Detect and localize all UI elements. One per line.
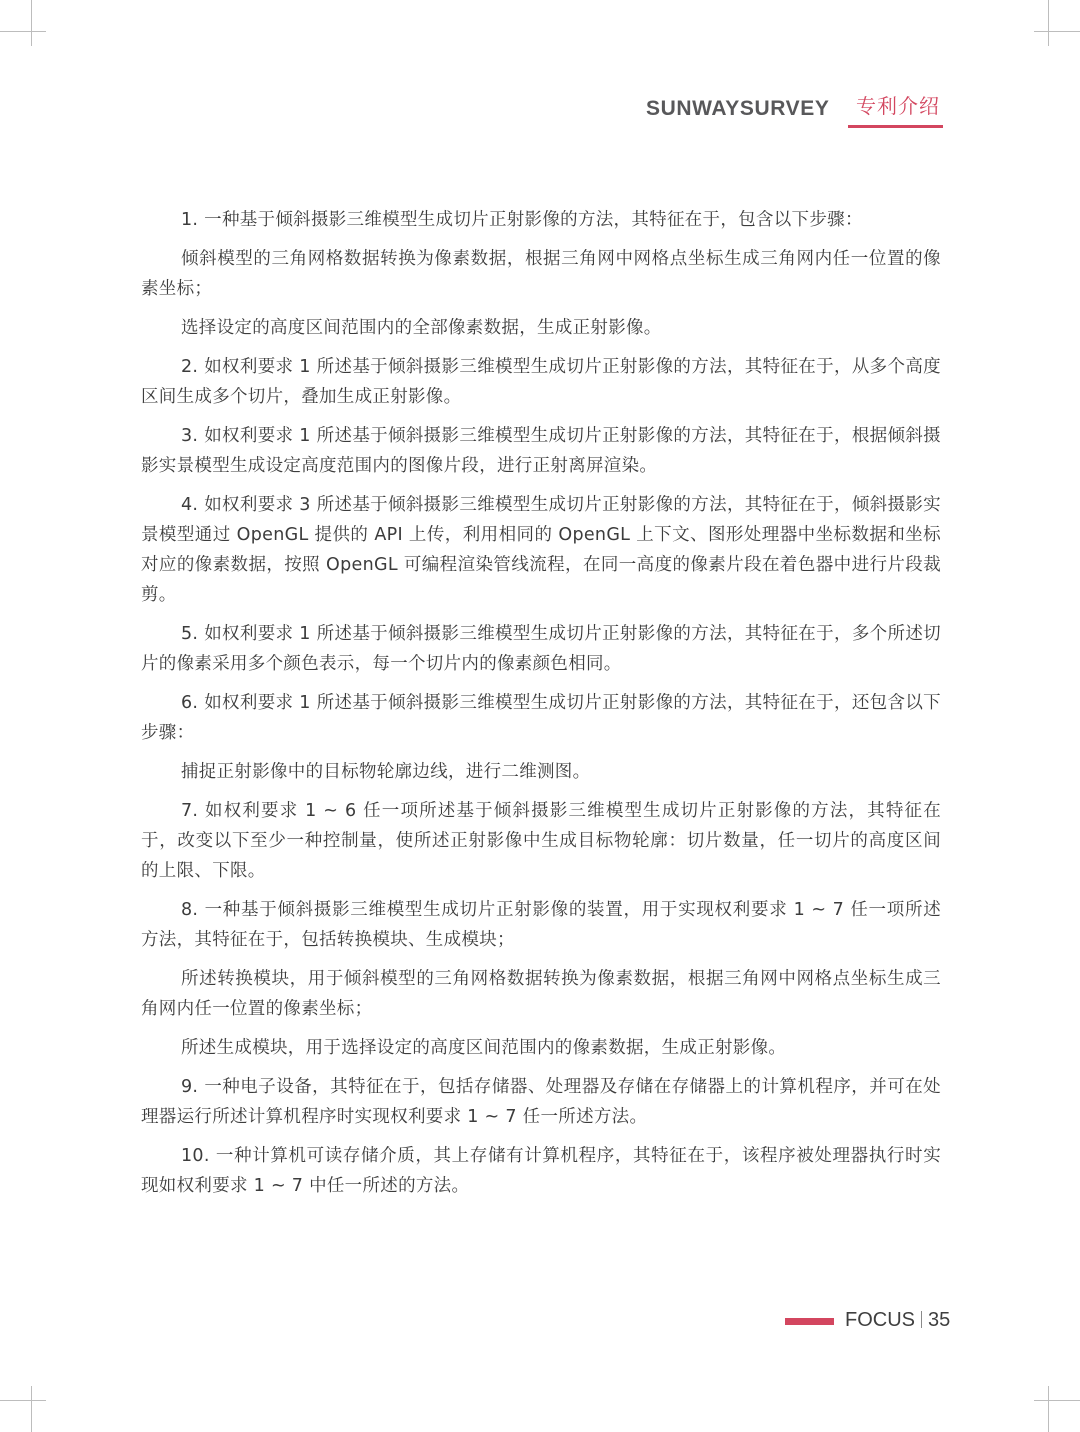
claim-paragraph: 所述转换模块，用于倾斜模型的三角网格数据转换为像素数据，根据三角网中网格点坐标生成三角网内任一位置的像素坐标； xyxy=(141,969,941,1019)
claim-paragraph: 7. 如权利要求 1 ~ 6 任一项所述基于倾斜摄影三维模型生成切片正射影像的方法，其特征在于，改变以下至少一种控制量，使所述正射影像中生成目标物轮廓：切片数量，任一切片的高度区间的上限、下限。 xyxy=(141,801,941,881)
brand-logo: SUNWAYSURVEY xyxy=(646,97,830,120)
section-underline xyxy=(848,125,943,128)
crop-mark xyxy=(0,31,46,32)
footer-accent-bar xyxy=(785,1318,834,1325)
crop-mark xyxy=(0,1400,46,1401)
crop-mark xyxy=(1048,1386,1049,1432)
page-number: 35 xyxy=(928,1309,951,1331)
crop-mark xyxy=(31,1386,32,1432)
claim-paragraph: 倾斜模型的三角网格数据转换为像素数据，根据三角网中网格点坐标生成三角网内任一位置的像素坐标； xyxy=(141,249,941,299)
footer-label: FOCUS xyxy=(845,1309,915,1331)
crop-mark xyxy=(1048,0,1049,46)
claim-paragraph: 6. 如权利要求 1 所述基于倾斜摄影三维模型生成切片正射影像的方法，其特征在于，还包含以下步骤： xyxy=(141,693,941,743)
section-title: 专利介绍 xyxy=(856,94,940,118)
claims-content xyxy=(141,205,941,1210)
claim-paragraph: 10. 一种计算机可读存储介质，其上存储有计算机程序，其特征在于，该程序被处理器执行时实现如权利要求 1 ~ 7 中任一所述的方法。 xyxy=(141,1146,941,1196)
crop-mark xyxy=(1034,1400,1080,1401)
footer xyxy=(845,1309,950,1332)
claim-paragraph: 8. 一种基于倾斜摄影三维模型生成切片正射影像的装置，用于实现权利要求 1 ~ 7 任一项所述方法，其特征在于，包括转换模块、生成模块； xyxy=(141,900,941,950)
footer-separator xyxy=(921,1311,922,1328)
claim-paragraph: 9. 一种电子设备，其特征在于，包括存储器、处理器及存储在存储器上的计算机程序，并可在处理器运行所述计算机程序时实现权利要求 1 ~ 7 任一所述方法。 xyxy=(141,1077,941,1127)
claim-paragraph: 选择设定的高度区间范围内的全部像素数据，生成正射影像。 xyxy=(181,318,662,338)
claim-paragraph: 1. 一种基于倾斜摄影三维模型生成切片正射影像的方法，其特征在于，包含以下步骤： xyxy=(181,210,863,230)
claim-paragraph: 5. 如权利要求 1 所述基于倾斜摄影三维模型生成切片正射影像的方法，其特征在于，多个所述切片的像素采用多个颜色表示，每一个切片内的像素颜色相同。 xyxy=(141,624,941,674)
claim-paragraph: 捕捉正射影像中的目标物轮廓边线，进行二维测图。 xyxy=(181,762,591,782)
claim-paragraph: 4. 如权利要求 3 所述基于倾斜摄影三维模型生成切片正射影像的方法，其特征在于，倾斜摄影实景模型通过 OpenGL 提供的 API 上传，利用相同的 OpenGL 上下文、图形处理器中坐标数据和坐标对应的像素数据，按照 OpenGL 可编程渲染管线流程，在同一高度的像素片段在着色器中进行片段裁剪。 xyxy=(141,495,941,605)
claim-paragraph: 3. 如权利要求 1 所述基于倾斜摄影三维模型生成切片正射影像的方法，其特征在于，根据倾斜摄影实景模型生成设定高度范围内的图像片段，进行正射离屏渲染。 xyxy=(141,426,941,476)
claim-paragraph: 所述生成模块，用于选择设定的高度区间范围内的像素数据，生成正射影像。 xyxy=(181,1038,787,1058)
crop-mark xyxy=(31,0,32,46)
crop-mark xyxy=(1034,31,1080,32)
claim-paragraph: 2. 如权利要求 1 所述基于倾斜摄影三维模型生成切片正射影像的方法，其特征在于，从多个高度区间生成多个切片，叠加生成正射影像。 xyxy=(141,357,941,407)
